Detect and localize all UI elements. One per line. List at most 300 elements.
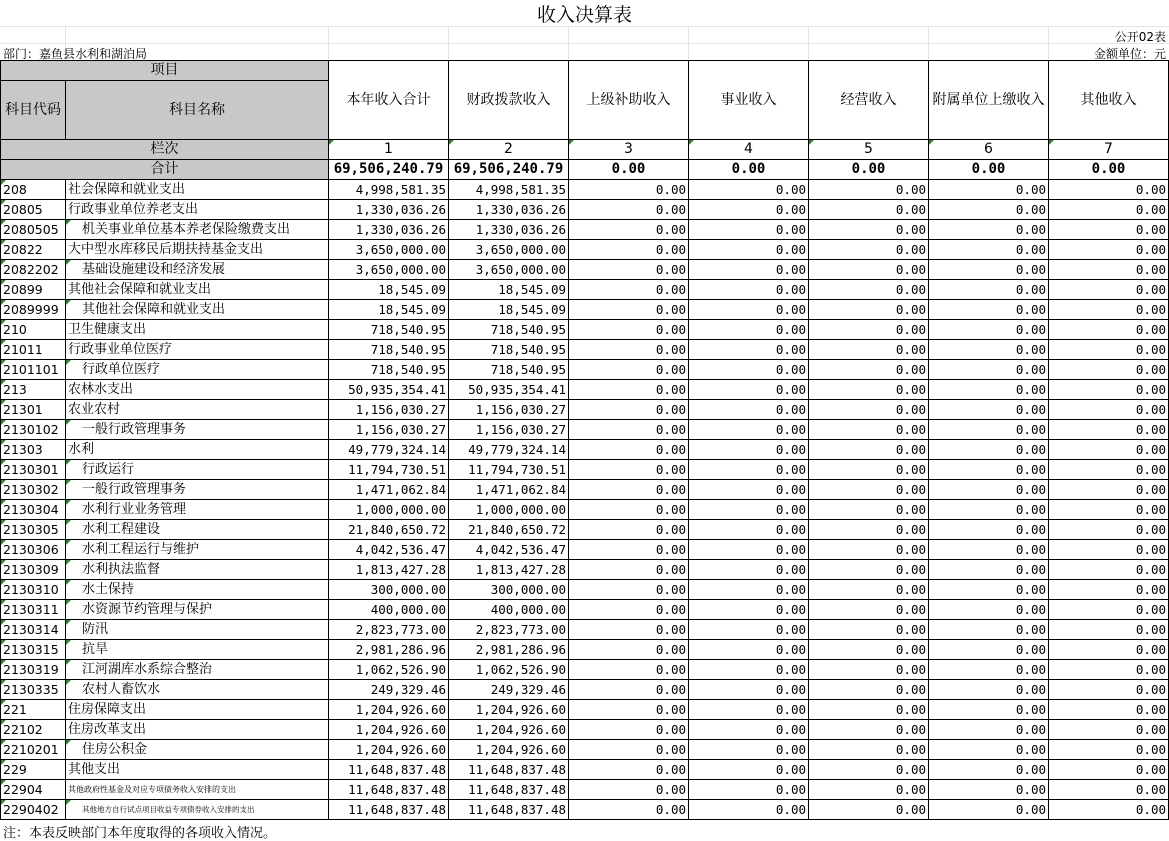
- cell-zero-income: 0.00: [1049, 320, 1169, 340]
- cell-total-income: 50,935,354.41: [329, 380, 449, 400]
- cell-zero-income: 0.00: [689, 380, 809, 400]
- cell-zero-income: 0.00: [569, 180, 689, 200]
- cell-zero-income: 0.00: [689, 400, 809, 420]
- subject-code: 2089999: [1, 300, 66, 320]
- cell-zero-income: 0.00: [929, 360, 1049, 380]
- cell-fiscal-income: 1,330,036.26: [449, 200, 569, 220]
- subject-code: 2130306: [1, 540, 66, 560]
- cell-zero-income: 0.00: [689, 500, 809, 520]
- table-row: [1, 780, 1169, 800]
- cell-zero-income: 0.00: [689, 560, 809, 580]
- cell-zero-income: 0.00: [809, 620, 929, 640]
- cell-zero-income: 0.00: [809, 380, 929, 400]
- col-number: 2: [449, 140, 569, 160]
- cell-zero-income: 0.00: [689, 460, 809, 480]
- cell-zero-income: 0.00: [809, 640, 929, 660]
- cell-zero-income: 0.00: [809, 560, 929, 580]
- cell-zero-income: 0.00: [1049, 580, 1169, 600]
- cell-total-income: 718,540.95: [329, 320, 449, 340]
- subject-code: 2210201: [1, 740, 66, 760]
- cell-zero-income: 0.00: [929, 340, 1049, 360]
- cell-fiscal-income: 50,935,354.41: [449, 380, 569, 400]
- subject-code: 208: [1, 180, 66, 200]
- col-header: 事业收入: [689, 61, 809, 140]
- cell-zero-income: 0.00: [569, 460, 689, 480]
- table-row: [1, 660, 1169, 680]
- subject-name: 其他政府性基金及对应专项债务收入安排的支出: [66, 780, 329, 800]
- cell-zero-income: 0.00: [689, 480, 809, 500]
- subject-name: 大中型水库移民后期扶持基金支出: [66, 240, 329, 260]
- cell-total-income: 1,813,427.28: [329, 560, 449, 580]
- cell-zero-income: 0.00: [1049, 500, 1169, 520]
- subject-code: 22102: [1, 720, 66, 740]
- cell-fiscal-income: 3,650,000.00: [449, 240, 569, 260]
- cell-zero-income: 0.00: [689, 300, 809, 320]
- total-label: 合计: [1, 160, 329, 180]
- cell-zero-income: 0.00: [689, 620, 809, 640]
- cell-zero-income: 0.00: [809, 260, 929, 280]
- cell-zero-income: 0.00: [569, 580, 689, 600]
- subject-code: 221: [1, 700, 66, 720]
- table-row: [1, 540, 1169, 560]
- cell-zero-income: 0.00: [809, 220, 929, 240]
- cell-zero-income: 0.00: [809, 200, 929, 220]
- total-value: 0.00: [1049, 160, 1169, 180]
- table-row: [1, 620, 1169, 640]
- cell-total-income: 1,204,926.60: [329, 700, 449, 720]
- income-table: [0, 60, 1169, 820]
- cell-zero-income: 0.00: [1049, 620, 1169, 640]
- project-header: 项目: [1, 61, 329, 81]
- cell-zero-income: 0.00: [929, 760, 1049, 780]
- cell-total-income: 4,998,581.35: [329, 180, 449, 200]
- cell-zero-income: 0.00: [1049, 740, 1169, 760]
- total-value: 69,506,240.79: [449, 160, 569, 180]
- cell-total-income: 1,062,526.90: [329, 660, 449, 680]
- cell-zero-income: 0.00: [929, 740, 1049, 760]
- cell-zero-income: 0.00: [1049, 660, 1169, 680]
- cell-total-income: 1,000,000.00: [329, 500, 449, 520]
- table-number: 公开02表: [1114, 30, 1166, 44]
- cell-zero-income: 0.00: [689, 540, 809, 560]
- table-row: [1, 340, 1169, 360]
- page-title: 收入决算表: [536, 4, 632, 26]
- cell-zero-income: 0.00: [1049, 560, 1169, 580]
- cell-zero-income: 0.00: [569, 780, 689, 800]
- subject-name: 其他社会保障和就业支出: [66, 280, 329, 300]
- cell-zero-income: 0.00: [809, 740, 929, 760]
- col-header: 经营收入: [809, 61, 929, 140]
- subject-name: 行政事业单位医疗: [66, 340, 329, 360]
- cell-zero-income: 0.00: [689, 200, 809, 220]
- name-header: 科目名称: [66, 81, 329, 140]
- subject-code: 22904: [1, 780, 66, 800]
- cell-fiscal-income: 718,540.95: [449, 360, 569, 380]
- col-number: 5: [809, 140, 929, 160]
- cell-zero-income: 0.00: [809, 680, 929, 700]
- cell-zero-income: 0.00: [929, 660, 1049, 680]
- cell-zero-income: 0.00: [1049, 520, 1169, 540]
- cell-fiscal-income: 1,204,926.60: [449, 720, 569, 740]
- total-value: 0.00: [809, 160, 929, 180]
- cell-zero-income: 0.00: [569, 660, 689, 680]
- cell-zero-income: 0.00: [929, 540, 1049, 560]
- code-header: 科目代码: [1, 81, 66, 140]
- cell-zero-income: 0.00: [929, 520, 1049, 540]
- cell-total-income: 11,648,837.48: [329, 780, 449, 800]
- col-header: 附属单位上缴收入: [929, 61, 1049, 140]
- cell-zero-income: 0.00: [1049, 760, 1169, 780]
- cell-zero-income: 0.00: [689, 420, 809, 440]
- subject-name: 行政单位医疗: [66, 360, 329, 380]
- subject-name: 农林水支出: [66, 380, 329, 400]
- cell-total-income: 3,650,000.00: [329, 240, 449, 260]
- cell-total-income: 18,545.09: [329, 280, 449, 300]
- subject-code: 2290402: [1, 800, 66, 820]
- cell-zero-income: 0.00: [929, 400, 1049, 420]
- cell-zero-income: 0.00: [689, 320, 809, 340]
- cell-total-income: 18,545.09: [329, 300, 449, 320]
- cell-total-income: 1,471,062.84: [329, 480, 449, 500]
- cell-zero-income: 0.00: [1049, 340, 1169, 360]
- col-number: 4: [689, 140, 809, 160]
- cell-zero-income: 0.00: [809, 300, 929, 320]
- cell-zero-income: 0.00: [929, 320, 1049, 340]
- table-row: [1, 200, 1169, 220]
- col-number: 3: [569, 140, 689, 160]
- cell-zero-income: 0.00: [929, 280, 1049, 300]
- total-value: 0.00: [689, 160, 809, 180]
- cell-zero-income: 0.00: [809, 280, 929, 300]
- subject-code: 2130335: [1, 680, 66, 700]
- subject-name: 住房改革支出: [66, 720, 329, 740]
- subject-name: 农业农村: [66, 400, 329, 420]
- cell-zero-income: 0.00: [569, 540, 689, 560]
- cell-zero-income: 0.00: [929, 580, 1049, 600]
- cell-zero-income: 0.00: [1049, 240, 1169, 260]
- subject-name: 其他社会保障和就业支出: [66, 300, 329, 320]
- cell-total-income: 1,204,926.60: [329, 740, 449, 760]
- cell-total-income: 718,540.95: [329, 360, 449, 380]
- subject-name: 其他地方自行试点项目收益专项债券收入安排的支出: [66, 800, 329, 820]
- cell-zero-income: 0.00: [809, 340, 929, 360]
- cell-zero-income: 0.00: [929, 800, 1049, 820]
- unit-label: 金额单位：元: [1093, 47, 1166, 61]
- cell-zero-income: 0.00: [929, 240, 1049, 260]
- cell-zero-income: 0.00: [809, 660, 929, 680]
- cell-zero-income: 0.00: [689, 260, 809, 280]
- table-row: [1, 400, 1169, 420]
- cell-zero-income: 0.00: [1049, 640, 1169, 660]
- cell-zero-income: 0.00: [569, 560, 689, 580]
- cell-zero-income: 0.00: [689, 180, 809, 200]
- subject-code: 210: [1, 320, 66, 340]
- cell-zero-income: 0.00: [569, 240, 689, 260]
- cell-zero-income: 0.00: [929, 620, 1049, 640]
- subject-code: 2080505: [1, 220, 66, 240]
- col-header: 上级补助收入: [569, 61, 689, 140]
- subject-name: 住房公积金: [66, 740, 329, 760]
- cell-zero-income: 0.00: [1049, 680, 1169, 700]
- cell-fiscal-income: 18,545.09: [449, 300, 569, 320]
- subject-code: 2130311: [1, 600, 66, 620]
- cell-zero-income: 0.00: [809, 180, 929, 200]
- cell-zero-income: 0.00: [569, 720, 689, 740]
- cell-fiscal-income: 4,042,536.47: [449, 540, 569, 560]
- cell-zero-income: 0.00: [809, 440, 929, 460]
- cell-zero-income: 0.00: [689, 580, 809, 600]
- subject-code: 2130305: [1, 520, 66, 540]
- cell-zero-income: 0.00: [929, 720, 1049, 740]
- subject-name: 水利工程运行与维护: [66, 540, 329, 560]
- cell-fiscal-income: 11,794,730.51: [449, 460, 569, 480]
- cell-zero-income: 0.00: [929, 180, 1049, 200]
- table-row: [1, 380, 1169, 400]
- table-row: [1, 300, 1169, 320]
- subject-code: 20899: [1, 280, 66, 300]
- cell-zero-income: 0.00: [689, 800, 809, 820]
- cell-zero-income: 0.00: [809, 360, 929, 380]
- subject-name: 社会保障和就业支出: [66, 180, 329, 200]
- cell-zero-income: 0.00: [689, 640, 809, 660]
- col-header: 本年收入合计: [329, 61, 449, 140]
- cell-zero-income: 0.00: [569, 260, 689, 280]
- cell-fiscal-income: 49,779,324.14: [449, 440, 569, 460]
- cell-zero-income: 0.00: [569, 360, 689, 380]
- cell-zero-income: 0.00: [1049, 540, 1169, 560]
- col-number: 6: [929, 140, 1049, 160]
- subject-code: 2130304: [1, 500, 66, 520]
- cell-fiscal-income: 21,840,650.72: [449, 520, 569, 540]
- cell-fiscal-income: 400,000.00: [449, 600, 569, 620]
- cell-zero-income: 0.00: [929, 480, 1049, 500]
- cell-zero-income: 0.00: [1049, 480, 1169, 500]
- subject-name: 农村人畜饮水: [66, 680, 329, 700]
- cell-total-income: 1,330,036.26: [329, 200, 449, 220]
- cell-zero-income: 0.00: [569, 520, 689, 540]
- subject-code: 2130301: [1, 460, 66, 480]
- total-value: 69,506,240.79: [329, 160, 449, 180]
- cell-fiscal-income: 11,648,837.48: [449, 760, 569, 780]
- cell-zero-income: 0.00: [929, 220, 1049, 240]
- cell-zero-income: 0.00: [1049, 460, 1169, 480]
- cell-zero-income: 0.00: [689, 780, 809, 800]
- cell-total-income: 2,981,286.96: [329, 640, 449, 660]
- cell-total-income: 11,648,837.48: [329, 760, 449, 780]
- subject-name: 防汛: [66, 620, 329, 640]
- subject-code: 21303: [1, 440, 66, 460]
- cell-zero-income: 0.00: [809, 720, 929, 740]
- cell-zero-income: 0.00: [929, 680, 1049, 700]
- cell-zero-income: 0.00: [1049, 360, 1169, 380]
- subject-code: 2130302: [1, 480, 66, 500]
- subject-name: 水利执法监督: [66, 560, 329, 580]
- table-row: [1, 420, 1169, 440]
- subject-code: 229: [1, 760, 66, 780]
- cell-zero-income: 0.00: [1049, 200, 1169, 220]
- cell-zero-income: 0.00: [1049, 600, 1169, 620]
- cell-zero-income: 0.00: [929, 200, 1049, 220]
- cell-fiscal-income: 1,000,000.00: [449, 500, 569, 520]
- cell-zero-income: 0.00: [929, 440, 1049, 460]
- cell-zero-income: 0.00: [929, 560, 1049, 580]
- cell-zero-income: 0.00: [929, 420, 1049, 440]
- table-row: [1, 700, 1169, 720]
- cell-zero-income: 0.00: [689, 700, 809, 720]
- subject-name: 一般行政管理事务: [66, 420, 329, 440]
- cell-zero-income: 0.00: [569, 300, 689, 320]
- total-value: 0.00: [929, 160, 1049, 180]
- cell-fiscal-income: 4,998,581.35: [449, 180, 569, 200]
- table-row: [1, 260, 1169, 280]
- cell-fiscal-income: 11,648,837.48: [449, 800, 569, 820]
- subject-name: 水利行业业务管理: [66, 500, 329, 520]
- cell-zero-income: 0.00: [1049, 380, 1169, 400]
- sheet-gridline: [448, 26, 449, 60]
- cell-fiscal-income: 718,540.95: [449, 340, 569, 360]
- subject-code: 2130310: [1, 580, 66, 600]
- sheet-gridline: [328, 26, 329, 60]
- cell-total-income: 718,540.95: [329, 340, 449, 360]
- subject-name: 基础设施建设和经济发展: [66, 260, 329, 280]
- cell-zero-income: 0.00: [689, 760, 809, 780]
- cell-total-income: 249,329.46: [329, 680, 449, 700]
- cell-zero-income: 0.00: [1049, 440, 1169, 460]
- subject-name: 行政事业单位养老支出: [66, 200, 329, 220]
- cell-total-income: 11,648,837.48: [329, 800, 449, 820]
- table-row: [1, 560, 1169, 580]
- cell-total-income: 1,330,036.26: [329, 220, 449, 240]
- subject-code: 2082202: [1, 260, 66, 280]
- subject-code: 2130315: [1, 640, 66, 660]
- cell-zero-income: 0.00: [809, 760, 929, 780]
- cell-fiscal-income: 300,000.00: [449, 580, 569, 600]
- subject-code: 21301: [1, 400, 66, 420]
- table-row: [1, 800, 1169, 820]
- cell-zero-income: 0.00: [569, 620, 689, 640]
- cell-zero-income: 0.00: [689, 340, 809, 360]
- cell-zero-income: 0.00: [689, 360, 809, 380]
- cell-zero-income: 0.00: [569, 220, 689, 240]
- cell-total-income: 2,823,773.00: [329, 620, 449, 640]
- subject-code: 2130319: [1, 660, 66, 680]
- col-number: 7: [1049, 140, 1169, 160]
- cell-zero-income: 0.00: [1049, 260, 1169, 280]
- sheet-gridline: [1048, 26, 1049, 60]
- cell-fiscal-income: 1,471,062.84: [449, 480, 569, 500]
- cell-zero-income: 0.00: [689, 720, 809, 740]
- cell-zero-income: 0.00: [809, 540, 929, 560]
- cell-zero-income: 0.00: [569, 680, 689, 700]
- cell-zero-income: 0.00: [929, 500, 1049, 520]
- cell-zero-income: 0.00: [1049, 780, 1169, 800]
- table-row: [1, 760, 1169, 780]
- col-header: 其他收入: [1049, 61, 1169, 140]
- cell-zero-income: 0.00: [809, 580, 929, 600]
- table-row: [1, 240, 1169, 260]
- subject-code: 2101101: [1, 360, 66, 380]
- cell-zero-income: 0.00: [1049, 700, 1169, 720]
- cell-zero-income: 0.00: [809, 460, 929, 480]
- cell-zero-income: 0.00: [689, 440, 809, 460]
- table-row: [1, 320, 1169, 340]
- cell-total-income: 21,840,650.72: [329, 520, 449, 540]
- subject-name: 卫生健康支出: [66, 320, 329, 340]
- cell-zero-income: 0.00: [569, 400, 689, 420]
- cell-zero-income: 0.00: [929, 260, 1049, 280]
- subject-code: 2130314: [1, 620, 66, 640]
- cell-zero-income: 0.00: [689, 240, 809, 260]
- cell-zero-income: 0.00: [1049, 420, 1169, 440]
- cell-zero-income: 0.00: [569, 480, 689, 500]
- footer-note: 注：本表反映部门本年度取得的各项收入情况。: [3, 826, 277, 841]
- total-value: 0.00: [569, 160, 689, 180]
- cell-zero-income: 0.00: [569, 440, 689, 460]
- subject-name: 行政运行: [66, 460, 329, 480]
- table-row: [1, 360, 1169, 380]
- table-row: [1, 740, 1169, 760]
- subject-name: 水利: [66, 440, 329, 460]
- cell-fiscal-income: 1,813,427.28: [449, 560, 569, 580]
- subject-name: 一般行政管理事务: [66, 480, 329, 500]
- cell-zero-income: 0.00: [569, 280, 689, 300]
- table-row: [1, 460, 1169, 480]
- cell-fiscal-income: 2,823,773.00: [449, 620, 569, 640]
- cell-zero-income: 0.00: [689, 680, 809, 700]
- table-row: [1, 640, 1169, 660]
- sheet-gridline: [568, 26, 569, 60]
- table-row: [1, 520, 1169, 540]
- cell-total-income: 11,794,730.51: [329, 460, 449, 480]
- lanci-header: 栏次: [1, 140, 329, 160]
- cell-zero-income: 0.00: [569, 320, 689, 340]
- cell-fiscal-income: 1,330,036.26: [449, 220, 569, 240]
- table-row: [1, 580, 1169, 600]
- subject-code: 20805: [1, 200, 66, 220]
- col-header: 财政拨款收入: [449, 61, 569, 140]
- cell-zero-income: 0.00: [569, 640, 689, 660]
- table-row: [1, 680, 1169, 700]
- cell-zero-income: 0.00: [809, 600, 929, 620]
- cell-zero-income: 0.00: [929, 380, 1049, 400]
- cell-fiscal-income: 249,329.46: [449, 680, 569, 700]
- cell-zero-income: 0.00: [1049, 220, 1169, 240]
- cell-zero-income: 0.00: [809, 780, 929, 800]
- table-row: [1, 440, 1169, 460]
- subject-name: 抗旱: [66, 640, 329, 660]
- cell-total-income: 3,650,000.00: [329, 260, 449, 280]
- sheet-gridline: [808, 26, 809, 60]
- subject-code: 2130102: [1, 420, 66, 440]
- cell-zero-income: 0.00: [1049, 800, 1169, 820]
- subject-name: 水土保持: [66, 580, 329, 600]
- cell-fiscal-income: 1,062,526.90: [449, 660, 569, 680]
- cell-zero-income: 0.00: [809, 700, 929, 720]
- table-row: [1, 220, 1169, 240]
- subject-code: 2130309: [1, 560, 66, 580]
- cell-zero-income: 0.00: [569, 340, 689, 360]
- cell-zero-income: 0.00: [689, 280, 809, 300]
- cell-total-income: 400,000.00: [329, 600, 449, 620]
- col-number: 1: [329, 140, 449, 160]
- table-row: [1, 500, 1169, 520]
- cell-fiscal-income: 1,204,926.60: [449, 700, 569, 720]
- cell-zero-income: 0.00: [809, 320, 929, 340]
- cell-zero-income: 0.00: [569, 200, 689, 220]
- cell-fiscal-income: 1,156,030.27: [449, 400, 569, 420]
- sheet-gridline: [688, 26, 689, 60]
- cell-zero-income: 0.00: [569, 380, 689, 400]
